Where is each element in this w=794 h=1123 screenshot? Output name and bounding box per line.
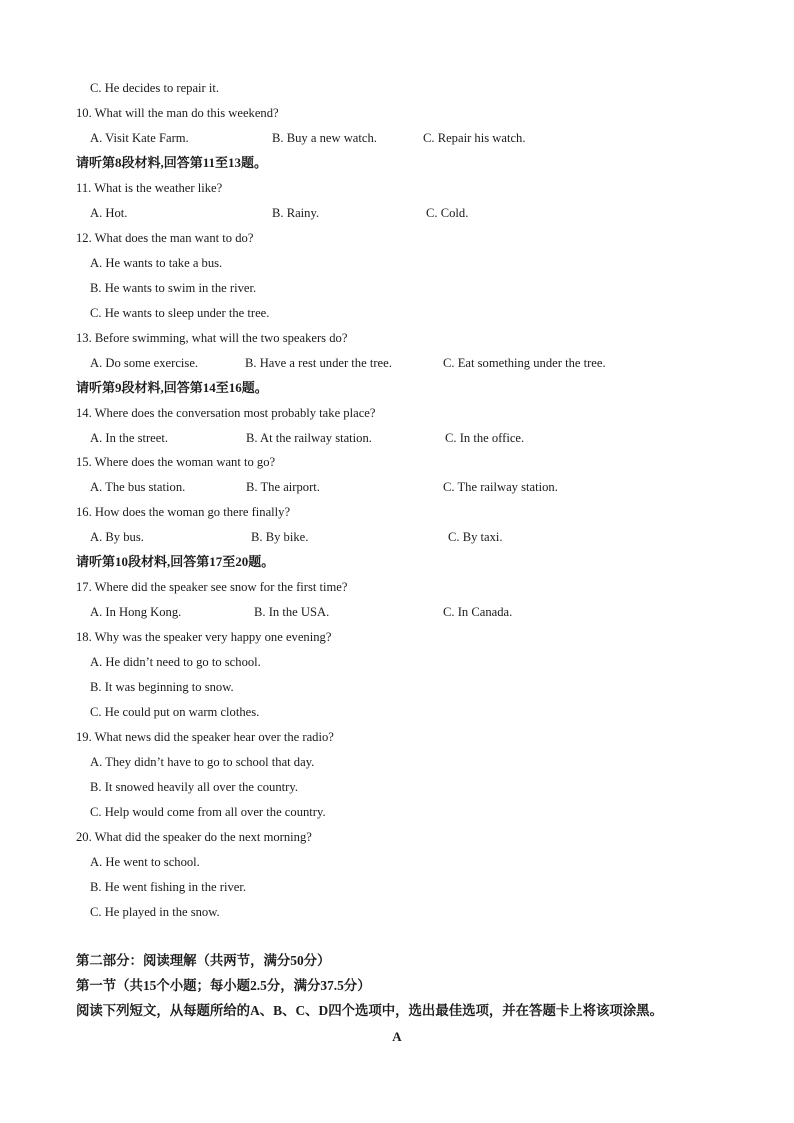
options-q14 [0, 430, 794, 446]
option-q19-c: C. Help would come from all over the country. [90, 805, 326, 819]
question-15: 15. Where does the woman want to go? [76, 455, 276, 469]
question-17: 17. Where did the speaker see snow for the first time? [76, 580, 348, 594]
options-q10 [0, 130, 794, 146]
options-q16 [0, 529, 794, 545]
options-q11 [0, 205, 794, 221]
option-q19-a: A. They didn’t have to go to school that day. [90, 755, 315, 769]
options-q17 [0, 604, 794, 620]
question-19: 19. What news did the speaker hear over the radio? [76, 730, 334, 744]
option-q16-a: A. By bus. [90, 530, 144, 544]
option-q11-b: B. Rainy. [272, 206, 320, 220]
option-q18-c: C. He could put on warm clothes. [90, 705, 260, 719]
option-q12-a: A. He wants to take a bus. [90, 256, 223, 270]
section-header-10: 请听第10段材料,回答第17至20题。 [76, 554, 275, 569]
option-q14-c: C. In the office. [445, 431, 525, 445]
question-10: 10. What will the man do this weekend? [76, 106, 279, 120]
option-q15-a: A. The bus station. [90, 480, 186, 494]
option-q14-a: A. In the street. [90, 431, 168, 445]
option-q15-c: C. The railway station. [443, 480, 558, 494]
section-one-heading: 第一节（共15个小题；每小题2.5分，满分37.5分） [76, 978, 371, 993]
options-q15 [0, 479, 794, 495]
section-header-9: 请听第9段材料,回答第14至16题。 [76, 380, 268, 395]
option-q18-a: A. He didn’t need to go to school. [90, 655, 261, 669]
option-q16-b: B. By bike. [251, 530, 309, 544]
option-q14-b: B. At the railway station. [246, 431, 372, 445]
option-q13-c: C. Eat something under the tree. [443, 356, 606, 370]
option-q10-c: C. Repair his watch. [423, 131, 526, 145]
reading-instructions: 阅读下列短文，从每题所给的A、B、C、D四个选项中，选出最佳选项，并在答题卡上将该项涂黑。 [76, 1003, 663, 1018]
passage-label-a: A [392, 1029, 402, 1044]
question-16: 16. How does the woman go there finally? [76, 505, 291, 519]
option-q11-c: C. Cold. [426, 206, 469, 220]
part-two-heading: 第二部分：阅读理解（共两节，满分50分） [76, 953, 331, 968]
option-q15-b: B. The airport. [246, 480, 320, 494]
option-q11-a: A. Hot. [90, 206, 128, 220]
option-q17-a: A. In Hong Kong. [90, 605, 182, 619]
option-q19-b: B. It snowed heavily all over the country. [90, 780, 298, 794]
question-20: 20. What did the speaker do the next morning? [76, 830, 312, 844]
option-q16-c: C. By taxi. [448, 530, 503, 544]
option-q20-a: A. He went to school. [90, 855, 200, 869]
option-q20-b: B. He went fishing in the river. [90, 880, 246, 894]
option-q18-b: B. It was beginning to snow. [90, 680, 234, 694]
option-q17-b: B. In the USA. [254, 605, 330, 619]
section-header-8: 请听第8段材料,回答第11至13题。 [76, 155, 268, 170]
question-13: 13. Before swimming, what will the two speakers do? [76, 331, 348, 345]
option-q20-c: C. He played in the snow. [90, 905, 220, 919]
option-q10-b: B. Buy a new watch. [272, 131, 377, 145]
option-q13-a: A. Do some exercise. [90, 356, 199, 370]
options-q13 [0, 355, 794, 371]
question-18: 18. Why was the speaker very happy one evening? [76, 630, 332, 644]
option-q17-c: C. In Canada. [443, 605, 513, 619]
option-q13-b: B. Have a rest under the tree. [245, 356, 392, 370]
option-q9-c: C. He decides to repair it. [90, 81, 220, 95]
option-q12-c: C. He wants to sleep under the tree. [90, 306, 270, 320]
question-11: 11. What is the weather like? [76, 181, 223, 195]
question-12: 12. What does the man want to do? [76, 231, 254, 245]
option-q10-a: A. Visit Kate Farm. [90, 131, 189, 145]
option-q12-b: B. He wants to swim in the river. [90, 281, 257, 295]
question-14: 14. Where does the conversation most probably take place? [76, 406, 376, 420]
